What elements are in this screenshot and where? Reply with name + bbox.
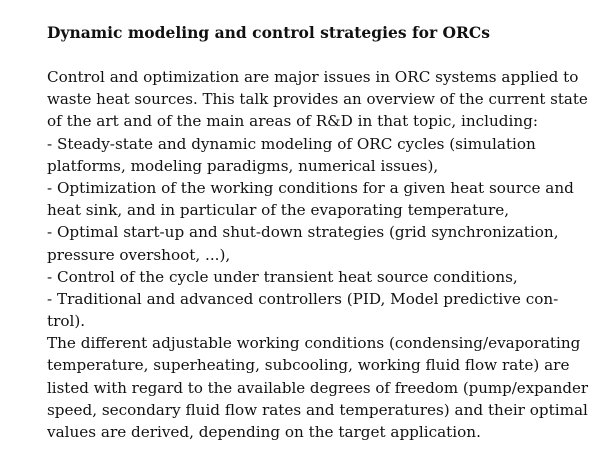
- abstract-line: temperature, superheating, subcooling, working fluid flow rate) are: [47, 356, 570, 375]
- abstract-line: waste heat sources. This talk provides an overview of the current state: [47, 90, 588, 109]
- abstract-line: platforms, modeling paradigms, numerical issues),: [47, 156, 439, 175]
- abstract-line: of the art and of the main areas of R&D in that topic, including:: [47, 112, 538, 131]
- abstract-line: - Traditional and advanced controllers (PID, Model predictive con-: [47, 289, 559, 308]
- abstract-line: The different adjustable working conditions (condensing/evaporating: [47, 334, 581, 353]
- abstract-line: heat sink, and in particular of the evaporating temperature,: [47, 201, 510, 220]
- document-page: [47, 22, 589, 443]
- abstract-line: - Control of the cycle under transient heat source conditions,: [47, 267, 518, 286]
- abstract-line: values are derived, depending on the target application.: [47, 423, 481, 441]
- abstract-line: speed, secondary fluid flow rates and temperatures) and their optimal: [47, 400, 588, 419]
- abstract-line: - Steady-state and dynamic modeling of ORC cycles (simulation: [47, 134, 536, 153]
- abstract-line: - Optimization of the working conditions for a given heat source and: [47, 178, 574, 197]
- abstract-line: pressure overshoot, ...),: [47, 245, 231, 264]
- abstract-body: [47, 66, 589, 443]
- abstract-line: - Optimal start-up and shut-down strategies (grid synchronization,: [47, 223, 559, 242]
- abstract-line: trol).: [47, 312, 86, 331]
- document-title: Dynamic modeling and control strategies for ORCs: [47, 23, 490, 42]
- abstract-line: listed with regard to the available degrees of freedom (pump/expander: [47, 378, 589, 397]
- abstract-line: Control and optimization are major issues in ORC systems applied to: [47, 68, 579, 86]
